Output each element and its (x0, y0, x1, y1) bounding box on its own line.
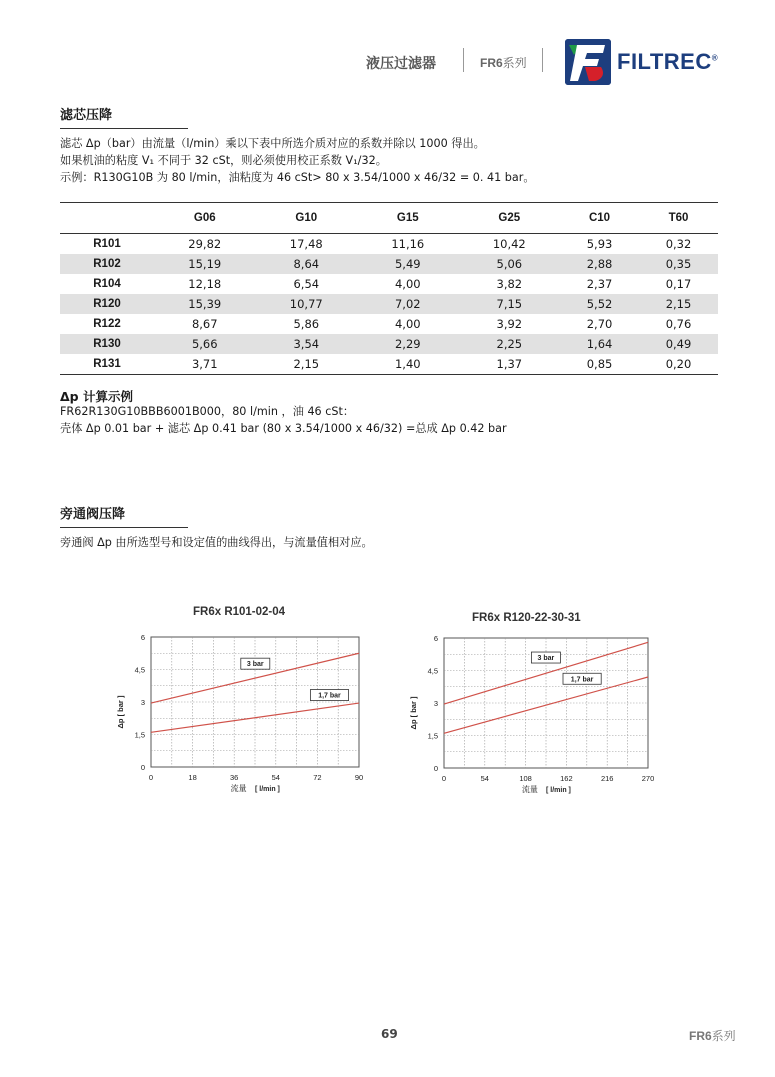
description-line: 示例：R130G10B 为 80 l/min，油粘度为 46 cSt> 80 x 3.54/1000 x 46/32 = 0. 41 bar。 (60, 171, 535, 184)
y-tick-label: 0 (140, 763, 145, 772)
table-cell: 2,15 (256, 354, 358, 375)
y-tick-label: 1,5 (427, 731, 438, 741)
filtrec-logo-mark-icon (565, 39, 611, 85)
footer-series-word: 系列 (711, 1029, 736, 1043)
table-cell: 5,49 (357, 254, 459, 274)
table-cell: 5,86 (293, 317, 320, 331)
table-row (60, 354, 718, 375)
table-row-label: R104 (93, 278, 121, 290)
logo-text (617, 49, 718, 75)
table-cell: 1,64 (560, 334, 639, 354)
table-cell: 15,19 (154, 254, 256, 274)
x-tick-label: 216 (600, 774, 614, 783)
table-header-cell (60, 203, 154, 234)
table-header-cell: G10 (256, 203, 358, 234)
table-cell: 2,15 (639, 294, 718, 314)
y-tick-label: 0 (433, 764, 438, 773)
section-title-calc-example: Δp 计算示例 (60, 389, 133, 404)
table-cell: 11,16 (391, 237, 425, 251)
footer-series-code: FR6 (689, 1029, 712, 1043)
table-cell: 0,76 (665, 317, 692, 331)
table-header-cell: G06 (154, 203, 256, 234)
x-tick-label: 54 (480, 774, 489, 783)
table-cell: 5,06 (459, 254, 561, 274)
x-axis-label: 流量 (521, 785, 538, 794)
table-header-cell: G25 (459, 203, 561, 234)
series-label: 1,7 bar (570, 676, 594, 684)
x-tick-label: 0 (148, 773, 154, 782)
table-cell: 0,49 (639, 334, 718, 354)
x-tick-label: 18 (188, 773, 197, 782)
logo-registered-mark: ® (711, 53, 719, 63)
series-label: 1,7 bar (318, 692, 341, 700)
table-cell: 3,92 (496, 317, 523, 331)
section-title-element-dp: 滤芯压降 (60, 108, 113, 123)
filtrec-logo (565, 39, 745, 85)
table-row-label: R131 (60, 354, 154, 375)
table-cell: 5,66 (154, 334, 256, 354)
section-rule (60, 527, 188, 528)
x-tick-label: 270 (641, 774, 655, 783)
table-header-cell: C10 (560, 203, 639, 234)
table-cell: 7,02 (357, 294, 459, 314)
table-cell: 1,40 (357, 354, 459, 375)
section-rule (60, 128, 188, 129)
table-cell: 0,85 (560, 354, 639, 375)
y-tick-label: 6 (140, 633, 145, 642)
bypass-description: 旁通阀 Δp 由所选型号和设定值的曲线得出，与流量值相对应。 (60, 536, 373, 549)
table-cell: 29,82 (188, 237, 222, 251)
y-tick-label: 4,5 (134, 665, 145, 675)
table-cell: 4,00 (394, 317, 421, 331)
table-row (60, 254, 718, 274)
table-cell: 0,17 (665, 277, 692, 291)
x-axis-label: 流量 (230, 784, 247, 793)
table-row-label: R101 (93, 238, 121, 250)
y-axis-label: Δp [ bar ] (409, 696, 418, 730)
bypass-chart-r120 (400, 625, 680, 800)
table-cell: 3,71 (154, 354, 256, 375)
bypass-chart-r101 (100, 625, 380, 800)
table-cell: 2,25 (459, 334, 561, 354)
table-cell: 8,64 (256, 254, 358, 274)
table-row (60, 334, 718, 354)
chart-title: FR6x R120-22-30-31 (472, 612, 581, 624)
y-tick-label: 6 (433, 634, 438, 643)
table-row (60, 314, 718, 334)
page-number: 69 (381, 1027, 398, 1041)
table-cell: 8,67 (191, 317, 218, 331)
footer-series (689, 1027, 736, 1044)
table-cell: 3,54 (256, 334, 358, 354)
table-cell: 2,29 (357, 334, 459, 354)
calc-example-text (60, 403, 507, 437)
series-label: 3 bar (246, 661, 264, 669)
header-series-word: 系列 (502, 56, 527, 70)
table-row (60, 234, 718, 255)
table-cell: 2,37 (586, 277, 613, 291)
table-row-label: R130 (60, 334, 154, 354)
table-cell: 0,20 (639, 354, 718, 375)
table-row-label: R102 (60, 254, 154, 274)
table-cell: 5,93 (586, 237, 613, 251)
table-row (60, 274, 718, 294)
y-axis-label: Δp [ bar ] (116, 695, 125, 729)
header-series (480, 54, 527, 71)
table-cell: 6,54 (293, 277, 320, 291)
table-cell: 15,39 (154, 294, 256, 314)
x-axis-unit: [ l/min ] (255, 786, 280, 793)
x-tick-label: 36 (230, 773, 239, 782)
series-label: 3 bar (537, 655, 555, 663)
table-cell: 4,00 (394, 277, 421, 291)
x-tick-label: 0 (441, 774, 447, 783)
element-dp-description (60, 135, 535, 186)
chart-title: FR6x R101-02-04 (193, 606, 286, 618)
table-row-label: R120 (60, 294, 154, 314)
header-title: 液压过滤器 (366, 56, 436, 72)
table-cell: 12,18 (188, 277, 222, 291)
header-divider (542, 48, 543, 72)
x-tick-label: 162 (560, 774, 573, 783)
x-tick-label: 108 (519, 774, 532, 783)
table-cell: 0,35 (639, 254, 718, 274)
table-cell: 2,88 (560, 254, 639, 274)
table-row (60, 294, 718, 314)
x-tick-label: 90 (354, 773, 364, 782)
coefficient-table (60, 202, 718, 375)
table-row-label: R122 (93, 318, 121, 330)
table-cell: 1,37 (459, 354, 561, 375)
header-series-code: FR6 (480, 56, 503, 70)
y-tick-label: 1,5 (134, 730, 145, 740)
table-cell: 3,82 (496, 277, 523, 291)
y-tick-label: 3 (140, 698, 145, 707)
table-header-cell: G15 (357, 203, 459, 234)
table-cell: 10,77 (256, 294, 358, 314)
section-title-bypass: 旁通阀压降 (60, 507, 126, 522)
description-line: 如果机油的粘度 V₁ 不同于 32 cSt，则必须使用校正系数 V₁/32。 (60, 154, 387, 167)
table-cell: 7,15 (459, 294, 561, 314)
table-cell: 10,42 (492, 237, 526, 251)
description-line: 滤芯 Δp（bar）由流量（l/min）乘以下表中所选介质对应的系数并除以 1000 得出。 (60, 137, 485, 150)
table-cell: 5,52 (560, 294, 639, 314)
x-axis-unit: [ l/min ] (546, 787, 571, 794)
table-cell: 2,70 (586, 317, 613, 331)
x-tick-label: 54 (271, 773, 280, 782)
x-tick-label: 72 (313, 773, 322, 782)
header-divider (463, 48, 464, 72)
table-cell: 0,32 (665, 237, 692, 251)
table-header-row (60, 203, 718, 234)
y-tick-label: 3 (433, 699, 438, 708)
calc-line: FR62R130G10BBB6001B000，80 l/min ，油 46 cSt： (60, 405, 355, 418)
table-cell: 17,48 (289, 237, 323, 251)
table-header-cell: T60 (639, 203, 718, 234)
logo-wordmark: FILTREC (617, 49, 712, 74)
y-tick-label: 4,5 (427, 666, 438, 676)
calc-line: 壳体 Δp 0.01 bar + 滤芯 Δp 0.41 bar (80 x 3.54/1000 x 46/32) =总成 Δp 0.42 bar (60, 422, 507, 435)
